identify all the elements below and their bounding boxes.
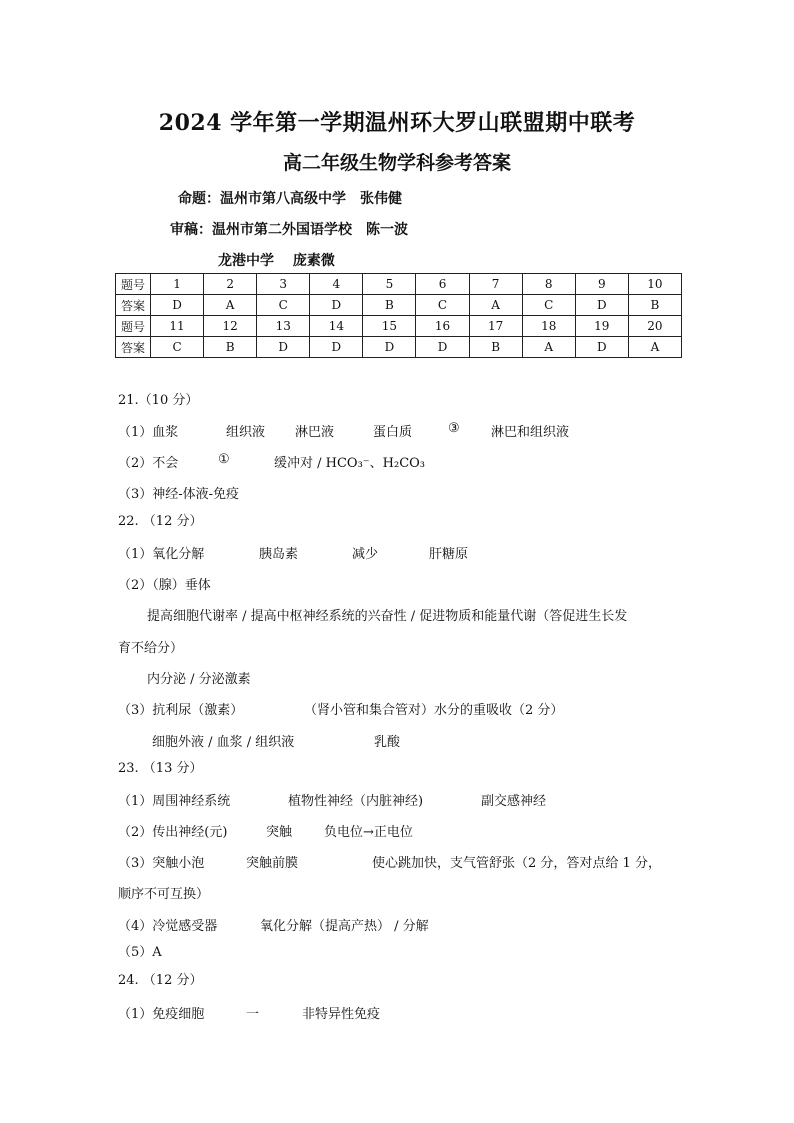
answer-table-cell: 12 bbox=[204, 316, 257, 337]
q22-line-4: 育不给分） bbox=[118, 641, 184, 656]
q22-line-1-a: （1）氧化分解 bbox=[118, 547, 205, 562]
author-reviewer-1: 审稿：温州市第二外国语学校 陈一波 bbox=[170, 222, 408, 238]
q23-line-2-c: 负电位→正电位 bbox=[324, 825, 413, 840]
answer-table-cell: D bbox=[257, 337, 310, 358]
answer-table-cell: 4 bbox=[310, 274, 363, 295]
answer-table-cell: 6 bbox=[416, 274, 469, 295]
answer-table-cell: 8 bbox=[522, 274, 575, 295]
author-proposer: 命题：温州市第八高级中学 张伟健 bbox=[178, 191, 402, 207]
q23-line-5-b: 氧化分解（提高产热） / 分解 bbox=[260, 919, 429, 934]
answer-table-cell: C bbox=[416, 295, 469, 316]
answer-table-cell: D bbox=[310, 295, 363, 316]
answer-table-row bbox=[116, 274, 682, 295]
q22-line-6-a: （3）抗利尿（激素） bbox=[118, 703, 244, 718]
answer-table-cell: 15 bbox=[363, 316, 416, 337]
answer-table-cell: 11 bbox=[151, 316, 204, 337]
answer-table-cell: D bbox=[151, 295, 204, 316]
q23-header: 23. （13 分） bbox=[118, 761, 203, 776]
q22-line-1-d: 肝糖原 bbox=[429, 547, 469, 562]
answer-table-cell: B bbox=[628, 295, 681, 316]
answer-table-cell: 20 bbox=[628, 316, 681, 337]
page-subtitle: 高二年级生物学科参考答案 bbox=[282, 152, 511, 174]
answer-table-cell: A bbox=[522, 337, 575, 358]
q22-header: 22. （12 分） bbox=[118, 514, 203, 529]
author-reviewer-2: 龙港中学 庞素微 bbox=[218, 253, 335, 269]
q22-line-1-b: 胰岛素 bbox=[259, 547, 299, 562]
q21-line-1-e: ③ bbox=[448, 421, 460, 436]
q21-line-2-b: ① bbox=[218, 452, 230, 467]
answer-table-row bbox=[116, 337, 682, 358]
answer-table-cell: C bbox=[257, 295, 310, 316]
q21-line-1-a: （1）血浆 bbox=[118, 425, 179, 440]
answer-table-cell: 18 bbox=[522, 316, 575, 337]
q22-line-1-c: 减少 bbox=[352, 547, 379, 562]
answer-table-row-label: 题号 bbox=[116, 274, 151, 295]
answer-table-cell: 1 bbox=[151, 274, 204, 295]
q22-line-6-b: （肾小管和集合管对）水分的重吸收（2 分） bbox=[304, 703, 564, 718]
answer-table-cell: 10 bbox=[628, 274, 681, 295]
answer-table-cell: 14 bbox=[310, 316, 363, 337]
q21-line-1-d: 蛋白质 bbox=[373, 425, 413, 440]
q23-line-3-c: 使心跳加快，支气管舒张（2 分，答对点给 1 分， bbox=[372, 856, 661, 871]
q21-header: 21.（10 分） bbox=[118, 393, 199, 408]
q22-line-5: 内分泌 / 分泌激素 bbox=[147, 672, 251, 687]
answer-table-cell: B bbox=[363, 295, 416, 316]
answer-table-cell: 13 bbox=[257, 316, 310, 337]
answer-table-cell: A bbox=[469, 295, 522, 316]
q23-line-1-b: 植物性神经（内脏神经) bbox=[288, 794, 424, 809]
answer-table-cell: D bbox=[575, 295, 628, 316]
q22-line-3: 提高细胞代谢率 / 提高中枢神经系统的兴奋性 / 促进物质和能量代谢（答促进生长发 bbox=[147, 609, 628, 624]
answer-table-cell: 3 bbox=[257, 274, 310, 295]
answer-table bbox=[115, 273, 682, 358]
answer-table-cell: 19 bbox=[575, 316, 628, 337]
answer-table-cell: 7 bbox=[469, 274, 522, 295]
q24-header: 24. （12 分） bbox=[118, 973, 203, 988]
q23-line-1-c: 副交感神经 bbox=[481, 794, 547, 809]
q21-line-1-f: 淋巴和组织液 bbox=[491, 425, 570, 440]
answer-table-cell: 16 bbox=[416, 316, 469, 337]
q22-line-7-b: 乳酸 bbox=[374, 735, 401, 750]
page-title: 2024 学年第一学期温州环大罗山联盟期中联考 bbox=[158, 110, 636, 136]
answer-table-row bbox=[116, 295, 682, 316]
q24-line-1-b: 一 bbox=[246, 1007, 260, 1022]
q23-line-2-a: （2）传出神经(元) bbox=[118, 825, 228, 840]
q23-line-4: 顺序不可互换） bbox=[118, 887, 210, 902]
q21-line-3: （3）神经-体液-免疫 bbox=[118, 487, 240, 502]
q23-line-3-a: （3）突触小泡 bbox=[118, 856, 205, 871]
answer-table-cell: B bbox=[469, 337, 522, 358]
q21-line-2-a: （2）不会 bbox=[118, 456, 179, 471]
answer-table-cell: 17 bbox=[469, 316, 522, 337]
q23-line-5-a: （4）冷觉感受器 bbox=[118, 919, 218, 934]
answer-table-row bbox=[116, 316, 682, 337]
answer-table-cell: D bbox=[416, 337, 469, 358]
q22-line-7-a: 细胞外液 / 血浆 / 组织液 bbox=[152, 735, 295, 750]
answer-table-cell: D bbox=[575, 337, 628, 358]
q23-line-6: （5）A bbox=[118, 945, 162, 960]
answer-table-cell: A bbox=[204, 295, 257, 316]
answer-table-row-label: 答案 bbox=[116, 337, 151, 358]
q23-line-1-a: （1）周围神经系统 bbox=[118, 794, 231, 809]
answer-table-cell: B bbox=[204, 337, 257, 358]
answer-table-cell: C bbox=[151, 337, 204, 358]
answer-table-cell: 5 bbox=[363, 274, 416, 295]
answer-table-cell: 9 bbox=[575, 274, 628, 295]
answer-table-row-label: 题号 bbox=[116, 316, 151, 337]
q22-line-2: （2）（腺）垂体 bbox=[118, 578, 211, 593]
q21-line-1-c: 淋巴液 bbox=[295, 425, 335, 440]
answer-table-cell: D bbox=[310, 337, 363, 358]
q21-line-1-b: 组织液 bbox=[226, 425, 266, 440]
answer-table-cell: D bbox=[363, 337, 416, 358]
q21-line-2-c: 缓冲对 / HCO₃⁻、H₂CO₃ bbox=[274, 456, 426, 471]
answer-table-cell: A bbox=[628, 337, 681, 358]
q24-line-1-c: 非特异性免疫 bbox=[302, 1007, 381, 1022]
q23-line-3-b: 突触前膜 bbox=[246, 856, 299, 871]
q23-line-2-b: 突触 bbox=[266, 825, 293, 840]
answer-table-cell: C bbox=[522, 295, 575, 316]
answer-table-row-label: 答案 bbox=[116, 295, 151, 316]
answer-table-cell: 2 bbox=[204, 274, 257, 295]
q24-line-1-a: （1）免疫细胞 bbox=[118, 1007, 205, 1022]
